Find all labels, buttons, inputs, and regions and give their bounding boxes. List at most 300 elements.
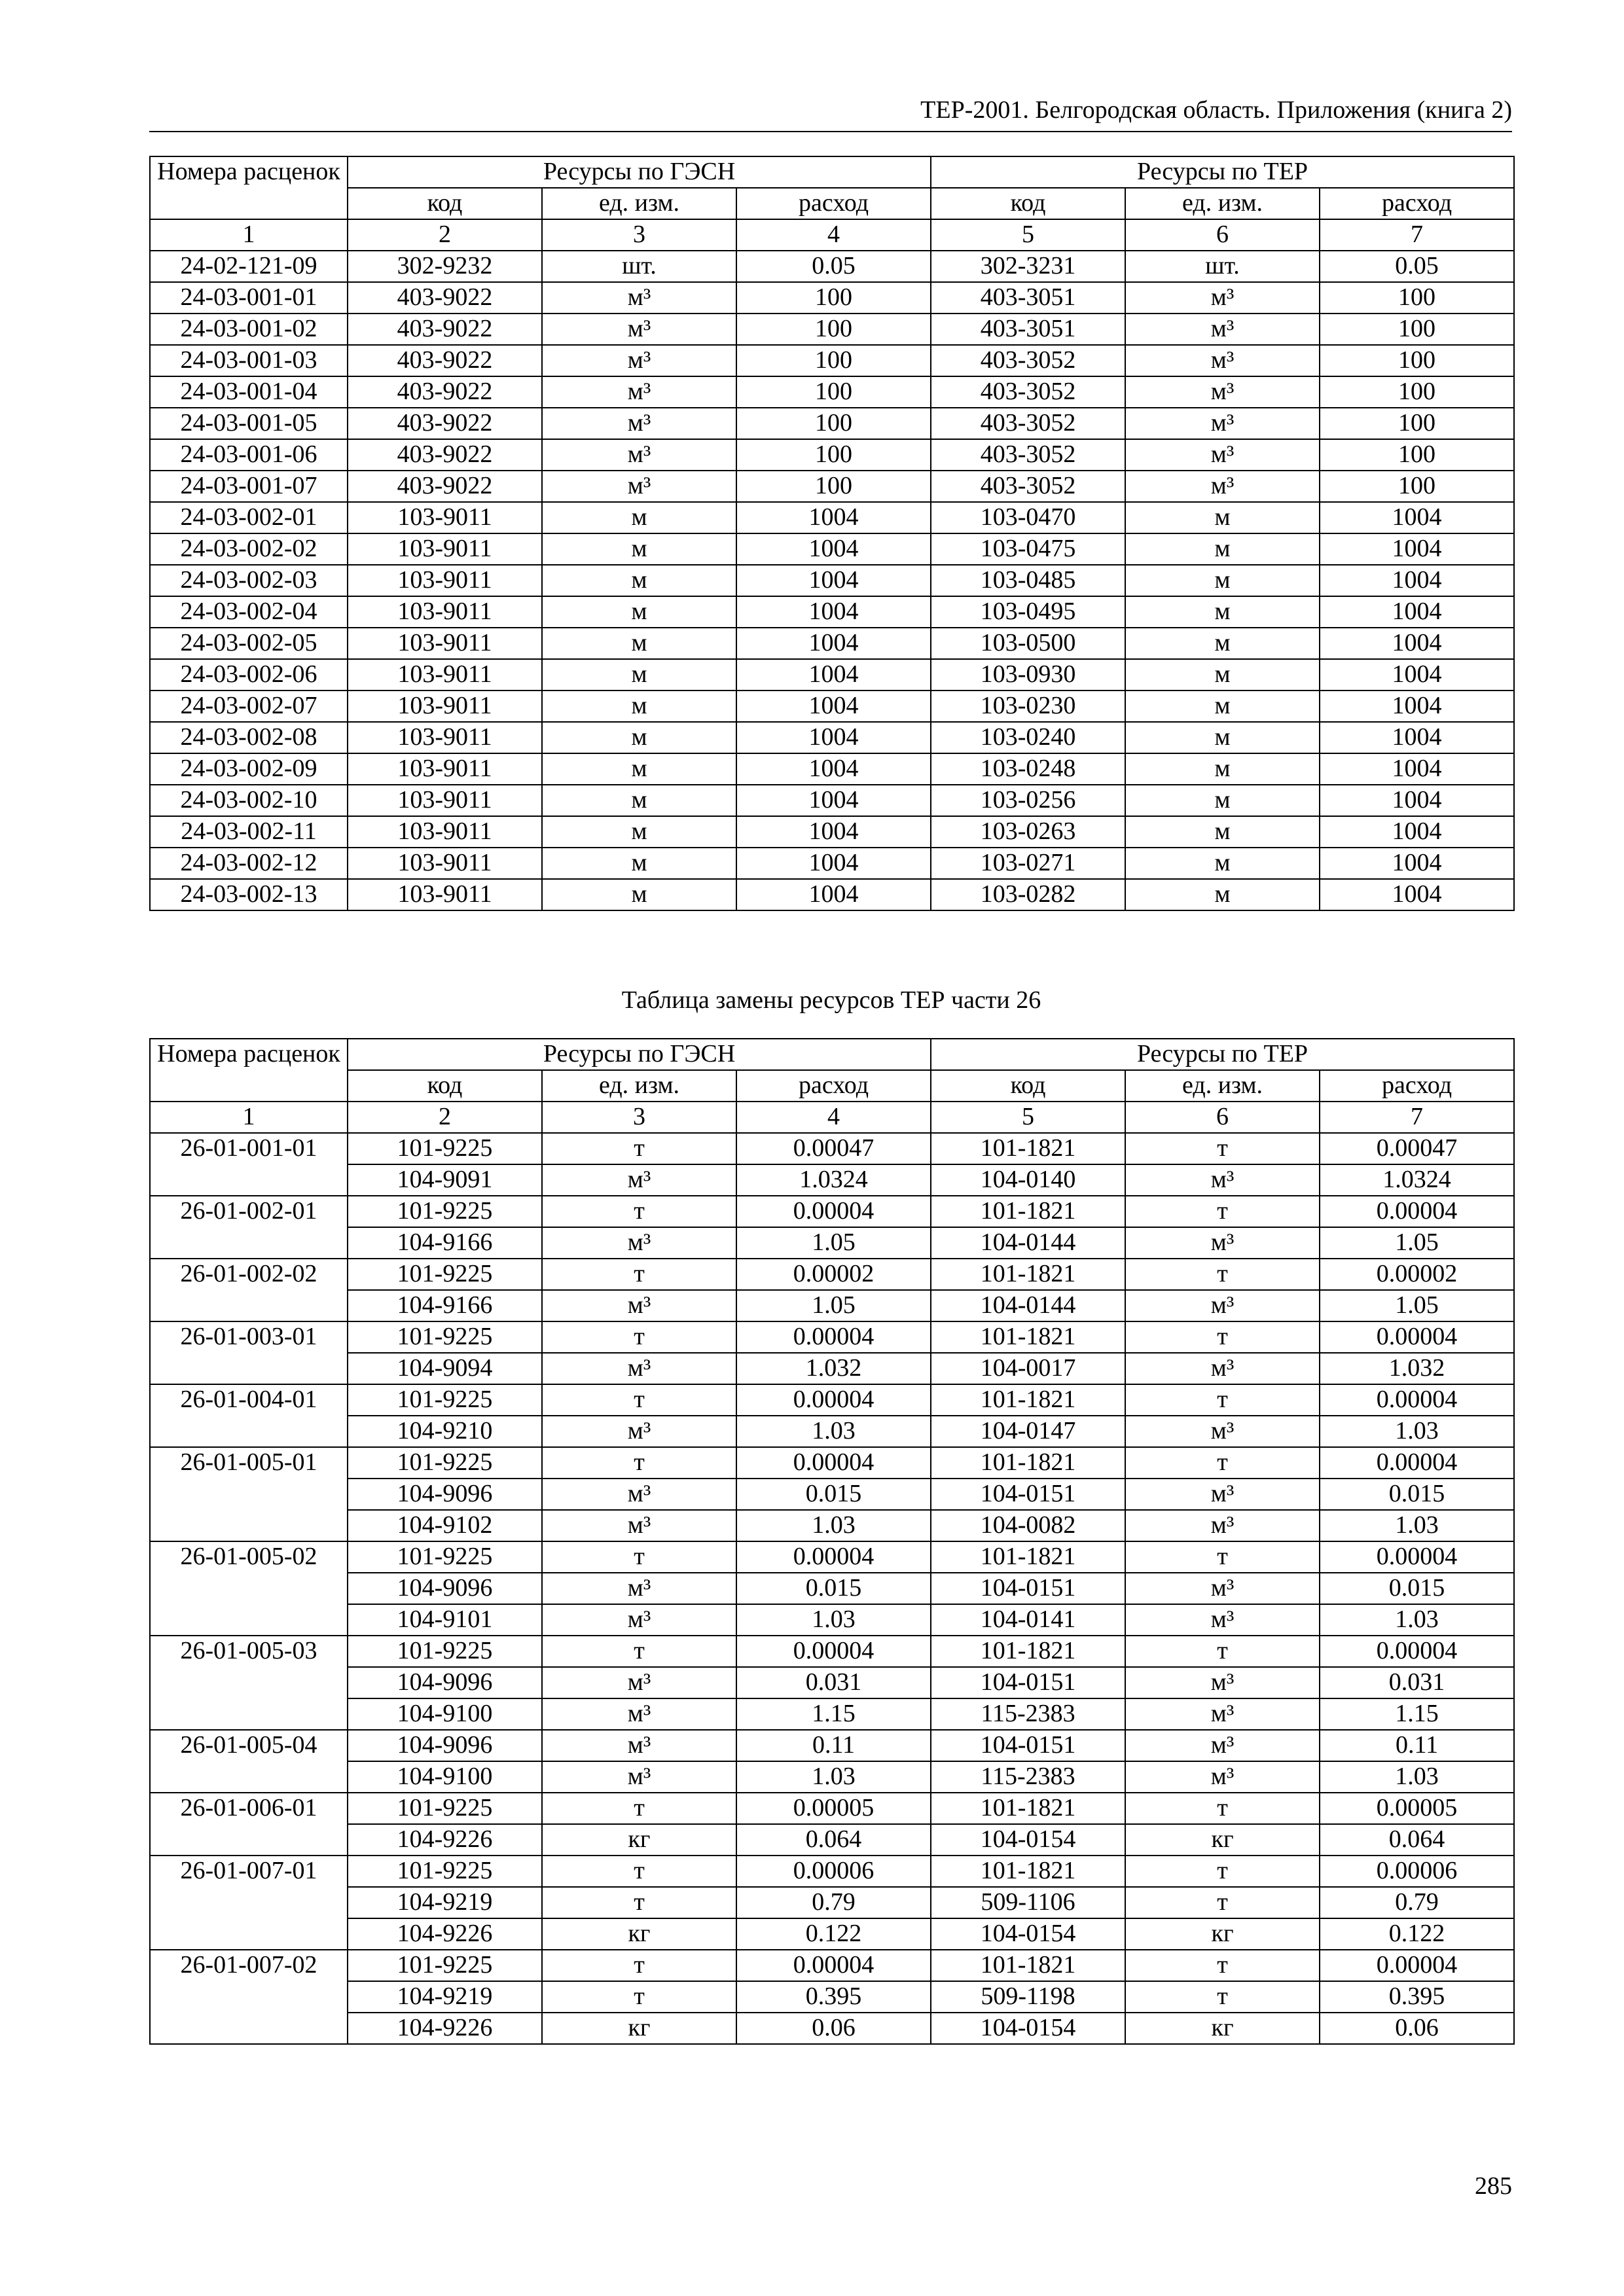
table-cell: м³ bbox=[1125, 314, 1320, 345]
table-cell: 101-1821 bbox=[931, 1196, 1125, 1227]
header-row bbox=[150, 156, 1514, 188]
table-cell: 0.395 bbox=[1320, 1981, 1514, 2013]
table-cell: 509-1198 bbox=[931, 1981, 1125, 2013]
table-cell: 24-03-002-09 bbox=[150, 753, 348, 785]
table-caption: Таблица замены ресурсов ТЕР части 26 bbox=[621, 986, 1041, 1014]
table-cell: 0.00004 bbox=[1320, 1447, 1514, 1479]
table-cell: 104-0017 bbox=[931, 1353, 1125, 1384]
table-cell: 0.122 bbox=[736, 1918, 931, 1950]
table-cell: 1004 bbox=[736, 691, 931, 722]
table-cell: м bbox=[1125, 596, 1320, 628]
table-cell: 24-03-002-03 bbox=[150, 565, 348, 596]
table-cell: 100 bbox=[1320, 439, 1514, 471]
table-cell: 1.03 bbox=[736, 1510, 931, 1541]
table-cell: м³ bbox=[1125, 1730, 1320, 1761]
table-row bbox=[150, 753, 1514, 785]
table-cell: т bbox=[1125, 1887, 1320, 1918]
table-cell: т bbox=[542, 1981, 736, 2013]
table-row bbox=[150, 533, 1514, 565]
table-cell: 0.00004 bbox=[736, 1196, 931, 1227]
table-cell: 24-03-002-06 bbox=[150, 659, 348, 691]
table-cell: 0.00004 bbox=[1320, 1541, 1514, 1573]
table-cell: т bbox=[542, 1133, 736, 1164]
table-cell: 101-9225 bbox=[348, 1950, 542, 1981]
table-cell: м bbox=[542, 502, 736, 533]
table-cell: кг bbox=[1125, 2013, 1320, 2044]
table-cell: кг bbox=[542, 1824, 736, 1856]
table-cell: 103-9011 bbox=[348, 848, 542, 879]
table-cell: 1.032 bbox=[1320, 1353, 1514, 1384]
table-cell: м³ bbox=[542, 471, 736, 502]
col-header-rate-numbers: Номера расценок bbox=[150, 156, 348, 219]
table-row bbox=[150, 1667, 1514, 1698]
table-cell: 101-1821 bbox=[931, 1259, 1125, 1290]
table-cell: 100 bbox=[736, 282, 931, 314]
table-cell: м bbox=[1125, 628, 1320, 659]
table-cell: 0.122 bbox=[1320, 1918, 1514, 1950]
table-cell: 24-03-001-04 bbox=[150, 376, 348, 408]
table-row bbox=[150, 1793, 1514, 1824]
table-cell: 24-03-001-01 bbox=[150, 282, 348, 314]
table-cell: 403-3051 bbox=[931, 314, 1125, 345]
table-cell: 103-9011 bbox=[348, 785, 542, 816]
col-subheader: расход bbox=[1320, 188, 1514, 219]
table-cell: м³ bbox=[1125, 376, 1320, 408]
col-subheader: ед. изм. bbox=[542, 1070, 736, 1102]
table-cell: 101-1821 bbox=[931, 1384, 1125, 1416]
column-number: 2 bbox=[348, 1102, 542, 1133]
table-cell: 1.05 bbox=[736, 1290, 931, 1321]
table-cell: 403-9022 bbox=[348, 345, 542, 376]
table-cell: м³ bbox=[1125, 1290, 1320, 1321]
table-cell: 403-3052 bbox=[931, 471, 1125, 502]
table-cell: 103-9011 bbox=[348, 753, 542, 785]
table-cell: т bbox=[542, 1887, 736, 1918]
table-cell: 103-0248 bbox=[931, 753, 1125, 785]
table-cell: м³ bbox=[542, 1227, 736, 1259]
col-subheader: код bbox=[931, 1070, 1125, 1102]
table-cell: м³ bbox=[1125, 1416, 1320, 1447]
table-cell: 101-1821 bbox=[931, 1636, 1125, 1667]
table-cell: 302-9232 bbox=[348, 251, 542, 282]
table-cell: 1004 bbox=[1320, 628, 1514, 659]
column-number: 3 bbox=[542, 219, 736, 251]
table-row bbox=[150, 1730, 1514, 1761]
table-row bbox=[150, 1196, 1514, 1227]
table-cell: 103-0256 bbox=[931, 785, 1125, 816]
table-cell: 104-9166 bbox=[348, 1227, 542, 1259]
table-cell: м³ bbox=[1125, 1353, 1320, 1384]
table-row bbox=[150, 1950, 1514, 1981]
table-cell: 1004 bbox=[1320, 816, 1514, 848]
table-cell: 101-9225 bbox=[348, 1793, 542, 1824]
col-group-ter: Ресурсы по ТЕР bbox=[931, 156, 1514, 188]
table-cell: 104-9219 bbox=[348, 1887, 542, 1918]
table-cell: м bbox=[542, 659, 736, 691]
table-cell: 0.00047 bbox=[1320, 1133, 1514, 1164]
table-cell: 100 bbox=[736, 471, 931, 502]
resource-table-part-24 bbox=[149, 156, 1515, 911]
table-cell: 103-0470 bbox=[931, 502, 1125, 533]
table-row bbox=[150, 1164, 1514, 1196]
table-cell: т bbox=[542, 1196, 736, 1227]
table-cell: м bbox=[1125, 533, 1320, 565]
table-cell: м³ bbox=[542, 1761, 736, 1793]
table-cell: м³ bbox=[542, 1730, 736, 1761]
table-cell: 101-9225 bbox=[348, 1259, 542, 1290]
subheader-row bbox=[150, 188, 1514, 219]
table-cell: м³ bbox=[1125, 1573, 1320, 1604]
table-row bbox=[150, 1541, 1514, 1573]
table-row bbox=[150, 722, 1514, 753]
table-cell: м bbox=[1125, 879, 1320, 910]
table-cell: 1004 bbox=[736, 848, 931, 879]
page-number: 285 bbox=[1475, 2172, 1512, 2200]
table-cell: 0.00004 bbox=[1320, 1950, 1514, 1981]
table-cell: м³ bbox=[1125, 1698, 1320, 1730]
table-cell: т bbox=[1125, 1321, 1320, 1353]
table-cell: 1004 bbox=[1320, 722, 1514, 753]
table-cell: 0.00004 bbox=[736, 1447, 931, 1479]
table-cell: 403-9022 bbox=[348, 314, 542, 345]
table-cell: 1004 bbox=[1320, 691, 1514, 722]
table-cell: 1004 bbox=[1320, 659, 1514, 691]
table-cell: кг bbox=[1125, 1918, 1320, 1950]
table-cell: 1004 bbox=[736, 596, 931, 628]
rate-number-cell: 26-01-002-02 bbox=[150, 1259, 348, 1321]
table-cell: 104-0151 bbox=[931, 1730, 1125, 1761]
table-row bbox=[150, 1290, 1514, 1321]
table-cell: м bbox=[542, 691, 736, 722]
col-subheader: код bbox=[931, 188, 1125, 219]
table-cell: 103-0500 bbox=[931, 628, 1125, 659]
table-cell: 104-9226 bbox=[348, 1824, 542, 1856]
table-cell: 0.00006 bbox=[736, 1856, 931, 1887]
table-cell: 100 bbox=[1320, 471, 1514, 502]
table-cell: т bbox=[542, 1856, 736, 1887]
table-cell: 104-9100 bbox=[348, 1761, 542, 1793]
table-cell: 24-03-002-07 bbox=[150, 691, 348, 722]
table-cell: 103-0495 bbox=[931, 596, 1125, 628]
table-cell: 1.03 bbox=[1320, 1416, 1514, 1447]
table-cell: м bbox=[542, 628, 736, 659]
table-cell: м³ bbox=[542, 1164, 736, 1196]
table-cell: 0.05 bbox=[1320, 251, 1514, 282]
table-cell: 1004 bbox=[1320, 785, 1514, 816]
table-cell: шт. bbox=[542, 251, 736, 282]
table-cell: 0.00004 bbox=[1320, 1384, 1514, 1416]
table-cell: 0.031 bbox=[1320, 1667, 1514, 1698]
table-cell: т bbox=[1125, 1384, 1320, 1416]
table-cell: м³ bbox=[1125, 439, 1320, 471]
col-subheader: код bbox=[348, 188, 542, 219]
table-cell: м bbox=[1125, 816, 1320, 848]
table-cell: м bbox=[542, 533, 736, 565]
table-cell: т bbox=[1125, 1950, 1320, 1981]
table-cell: 1004 bbox=[736, 816, 931, 848]
table-cell: м³ bbox=[542, 1416, 736, 1447]
table-cell: 104-0144 bbox=[931, 1290, 1125, 1321]
table-cell: 100 bbox=[736, 314, 931, 345]
table-cell: 1004 bbox=[736, 753, 931, 785]
table-cell: 100 bbox=[1320, 282, 1514, 314]
table-cell: 101-1821 bbox=[931, 1793, 1125, 1824]
table-cell: 24-03-001-06 bbox=[150, 439, 348, 471]
col-subheader: код bbox=[348, 1070, 542, 1102]
rate-number-cell: 26-01-005-02 bbox=[150, 1541, 348, 1636]
table-cell: 1.03 bbox=[736, 1604, 931, 1636]
table-cell: 101-9225 bbox=[348, 1196, 542, 1227]
table-cell: 103-9011 bbox=[348, 596, 542, 628]
table-cell: м³ bbox=[1125, 1667, 1320, 1698]
table-row bbox=[150, 848, 1514, 879]
table-cell: 104-9096 bbox=[348, 1667, 542, 1698]
col-subheader: расход bbox=[736, 1070, 931, 1102]
table-row bbox=[150, 1918, 1514, 1950]
table-cell: 101-9225 bbox=[348, 1384, 542, 1416]
table-cell: 100 bbox=[1320, 408, 1514, 439]
table-cell: 403-9022 bbox=[348, 408, 542, 439]
table-cell: 104-9096 bbox=[348, 1573, 542, 1604]
table-cell: 104-0151 bbox=[931, 1573, 1125, 1604]
table-cell: т bbox=[542, 1636, 736, 1667]
table-cell: м bbox=[1125, 753, 1320, 785]
table-cell: 104-0154 bbox=[931, 2013, 1125, 2044]
table-cell: т bbox=[542, 1321, 736, 1353]
table-row bbox=[150, 502, 1514, 533]
table-cell: 1.03 bbox=[736, 1416, 931, 1447]
col-group-gesn: Ресурсы по ГЭСН bbox=[348, 156, 931, 188]
table-row bbox=[150, 816, 1514, 848]
table-cell: 0.06 bbox=[1320, 2013, 1514, 2044]
table-cell: м bbox=[542, 879, 736, 910]
table-cell: 104-9166 bbox=[348, 1290, 542, 1321]
table-cell: м bbox=[1125, 659, 1320, 691]
table-cell: 103-0485 bbox=[931, 565, 1125, 596]
table-cell: 403-9022 bbox=[348, 282, 542, 314]
subheader-row bbox=[150, 1070, 1514, 1102]
table-row bbox=[150, 2013, 1514, 2044]
table-cell: 101-1821 bbox=[931, 1133, 1125, 1164]
table-row bbox=[150, 1856, 1514, 1887]
table-cell: м³ bbox=[542, 1353, 736, 1384]
table-cell: м³ bbox=[542, 1604, 736, 1636]
table-cell: 1.15 bbox=[736, 1698, 931, 1730]
table-cell: 0.00002 bbox=[1320, 1259, 1514, 1290]
table-cell: м³ bbox=[542, 1479, 736, 1510]
col-group-ter: Ресурсы по ТЕР bbox=[931, 1039, 1514, 1070]
table-cell: 0.79 bbox=[736, 1887, 931, 1918]
table-row bbox=[150, 1887, 1514, 1918]
table-cell: 1004 bbox=[736, 565, 931, 596]
table-cell: м bbox=[542, 565, 736, 596]
table-cell: 103-9011 bbox=[348, 565, 542, 596]
table-cell: 0.064 bbox=[1320, 1824, 1514, 1856]
table-cell: 101-1821 bbox=[931, 1321, 1125, 1353]
table-row bbox=[150, 1321, 1514, 1353]
table-row bbox=[150, 345, 1514, 376]
header-row bbox=[150, 1039, 1514, 1070]
table-cell: 0.11 bbox=[1320, 1730, 1514, 1761]
table-cell: 24-03-002-13 bbox=[150, 879, 348, 910]
table-cell: 1004 bbox=[736, 785, 931, 816]
table-cell: 104-0151 bbox=[931, 1479, 1125, 1510]
table-cell: 104-0140 bbox=[931, 1164, 1125, 1196]
table-cell: 509-1106 bbox=[931, 1887, 1125, 1918]
table-cell: м³ bbox=[542, 1698, 736, 1730]
table-cell: 24-02-121-09 bbox=[150, 251, 348, 282]
column-number: 7 bbox=[1320, 219, 1514, 251]
table-cell: м bbox=[542, 816, 736, 848]
table-cell: м bbox=[1125, 565, 1320, 596]
table-row bbox=[150, 1133, 1514, 1164]
col-subheader: ед. изм. bbox=[1125, 1070, 1320, 1102]
table-cell: 0.00006 bbox=[1320, 1856, 1514, 1887]
table-cell: 0.015 bbox=[736, 1479, 931, 1510]
table-cell: 1.032 bbox=[736, 1353, 931, 1384]
table-row bbox=[150, 659, 1514, 691]
table-row bbox=[150, 1981, 1514, 2013]
table-cell: 100 bbox=[1320, 314, 1514, 345]
table-cell: 0.00004 bbox=[1320, 1636, 1514, 1667]
table-cell: 1004 bbox=[736, 879, 931, 910]
table-cell: 100 bbox=[736, 345, 931, 376]
table-cell: 0.064 bbox=[736, 1824, 931, 1856]
table-cell: 104-0141 bbox=[931, 1604, 1125, 1636]
table-cell: 103-0282 bbox=[931, 879, 1125, 910]
table-cell: 103-9011 bbox=[348, 816, 542, 848]
table-cell: 1.05 bbox=[1320, 1227, 1514, 1259]
table-cell: 1004 bbox=[736, 659, 931, 691]
table-cell: 103-0271 bbox=[931, 848, 1125, 879]
table-cell: т bbox=[542, 1384, 736, 1416]
table-cell: 0.031 bbox=[736, 1667, 931, 1698]
table-cell: м³ bbox=[542, 345, 736, 376]
table-cell: м³ bbox=[542, 408, 736, 439]
table-cell: 103-9011 bbox=[348, 879, 542, 910]
table-cell: 101-9225 bbox=[348, 1133, 542, 1164]
table-cell: 104-0082 bbox=[931, 1510, 1125, 1541]
col-group-gesn: Ресурсы по ГЭСН bbox=[348, 1039, 931, 1070]
table-cell: 101-9225 bbox=[348, 1636, 542, 1667]
table-row bbox=[150, 282, 1514, 314]
table-cell: м bbox=[1125, 848, 1320, 879]
table-cell: м³ bbox=[542, 314, 736, 345]
table-cell: 104-9091 bbox=[348, 1164, 542, 1196]
table-cell: 0.00005 bbox=[1320, 1793, 1514, 1824]
table-cell: 100 bbox=[736, 408, 931, 439]
table-cell: 1.03 bbox=[1320, 1510, 1514, 1541]
column-number: 7 bbox=[1320, 1102, 1514, 1133]
table-cell: 24-03-002-04 bbox=[150, 596, 348, 628]
table-row bbox=[150, 1353, 1514, 1384]
table-cell: т bbox=[542, 1541, 736, 1573]
table-row bbox=[150, 565, 1514, 596]
table-cell: 0.00004 bbox=[736, 1636, 931, 1667]
table-cell: м³ bbox=[1125, 1479, 1320, 1510]
table-cell: 1004 bbox=[736, 533, 931, 565]
table-cell: 1.05 bbox=[1320, 1290, 1514, 1321]
column-number-row bbox=[150, 1102, 1514, 1133]
table-cell: 1.0324 bbox=[1320, 1164, 1514, 1196]
table-cell: 1004 bbox=[1320, 565, 1514, 596]
table-cell: м³ bbox=[1125, 1510, 1320, 1541]
table-row bbox=[150, 471, 1514, 502]
table-cell: т bbox=[1125, 1447, 1320, 1479]
table-cell: м³ bbox=[542, 439, 736, 471]
table-row bbox=[150, 628, 1514, 659]
rate-number-cell: 26-01-005-01 bbox=[150, 1447, 348, 1541]
table-cell: 100 bbox=[736, 439, 931, 471]
rate-number-cell: 26-01-006-01 bbox=[150, 1793, 348, 1856]
table-cell: 115-2383 bbox=[931, 1698, 1125, 1730]
table-cell: м bbox=[542, 722, 736, 753]
table-cell: 24-03-002-12 bbox=[150, 848, 348, 879]
table-cell: 104-9226 bbox=[348, 2013, 542, 2044]
table-row bbox=[150, 1259, 1514, 1290]
table-row bbox=[150, 785, 1514, 816]
table-cell: 1004 bbox=[736, 628, 931, 659]
table-row bbox=[150, 1416, 1514, 1447]
table-cell: 1004 bbox=[1320, 848, 1514, 879]
table-cell: 100 bbox=[736, 376, 931, 408]
table-cell: 0.015 bbox=[736, 1573, 931, 1604]
table-cell: 403-9022 bbox=[348, 471, 542, 502]
table-cell: 0.00004 bbox=[736, 1384, 931, 1416]
col-subheader: расход bbox=[736, 188, 931, 219]
col-subheader: ед. изм. bbox=[542, 188, 736, 219]
table-cell: 24-03-001-05 bbox=[150, 408, 348, 439]
table-cell: 100 bbox=[1320, 345, 1514, 376]
table-cell: 1004 bbox=[1320, 753, 1514, 785]
table-cell: кг bbox=[1125, 1824, 1320, 1856]
table-cell: 1004 bbox=[1320, 533, 1514, 565]
rate-number-cell: 26-01-004-01 bbox=[150, 1384, 348, 1447]
rate-number-cell: 26-01-007-02 bbox=[150, 1950, 348, 2044]
table-cell: т bbox=[1125, 1856, 1320, 1887]
table-cell: 24-03-002-11 bbox=[150, 816, 348, 848]
table-cell: т bbox=[1125, 1981, 1320, 2013]
table-cell: 103-0230 bbox=[931, 691, 1125, 722]
table-cell: 302-3231 bbox=[931, 251, 1125, 282]
table-cell: 103-0930 bbox=[931, 659, 1125, 691]
table-cell: 0.00005 bbox=[736, 1793, 931, 1824]
table-cell: м³ bbox=[1125, 471, 1320, 502]
resource-table-part-26 bbox=[149, 1038, 1515, 2045]
table-cell: м³ bbox=[1125, 1604, 1320, 1636]
table-cell: 103-9011 bbox=[348, 533, 542, 565]
table-cell: 403-3051 bbox=[931, 282, 1125, 314]
table-row bbox=[150, 376, 1514, 408]
table-cell: 101-9225 bbox=[348, 1541, 542, 1573]
table-cell: 0.395 bbox=[736, 1981, 931, 2013]
table-row bbox=[150, 1636, 1514, 1667]
table-cell: 403-3052 bbox=[931, 408, 1125, 439]
rate-number-cell: 26-01-003-01 bbox=[150, 1321, 348, 1384]
table-cell: м³ bbox=[1125, 282, 1320, 314]
table-cell: 103-9011 bbox=[348, 691, 542, 722]
table-cell: 0.06 bbox=[736, 2013, 931, 2044]
table-cell: 24-03-002-02 bbox=[150, 533, 348, 565]
table-cell: 1004 bbox=[736, 502, 931, 533]
table-cell: 0.00004 bbox=[736, 1541, 931, 1573]
table-cell: 403-3052 bbox=[931, 439, 1125, 471]
table-cell: 0.00004 bbox=[1320, 1196, 1514, 1227]
table-cell: 103-0263 bbox=[931, 816, 1125, 848]
table-cell: м bbox=[1125, 722, 1320, 753]
table-cell: 104-9226 bbox=[348, 1918, 542, 1950]
table-cell: 0.11 bbox=[736, 1730, 931, 1761]
